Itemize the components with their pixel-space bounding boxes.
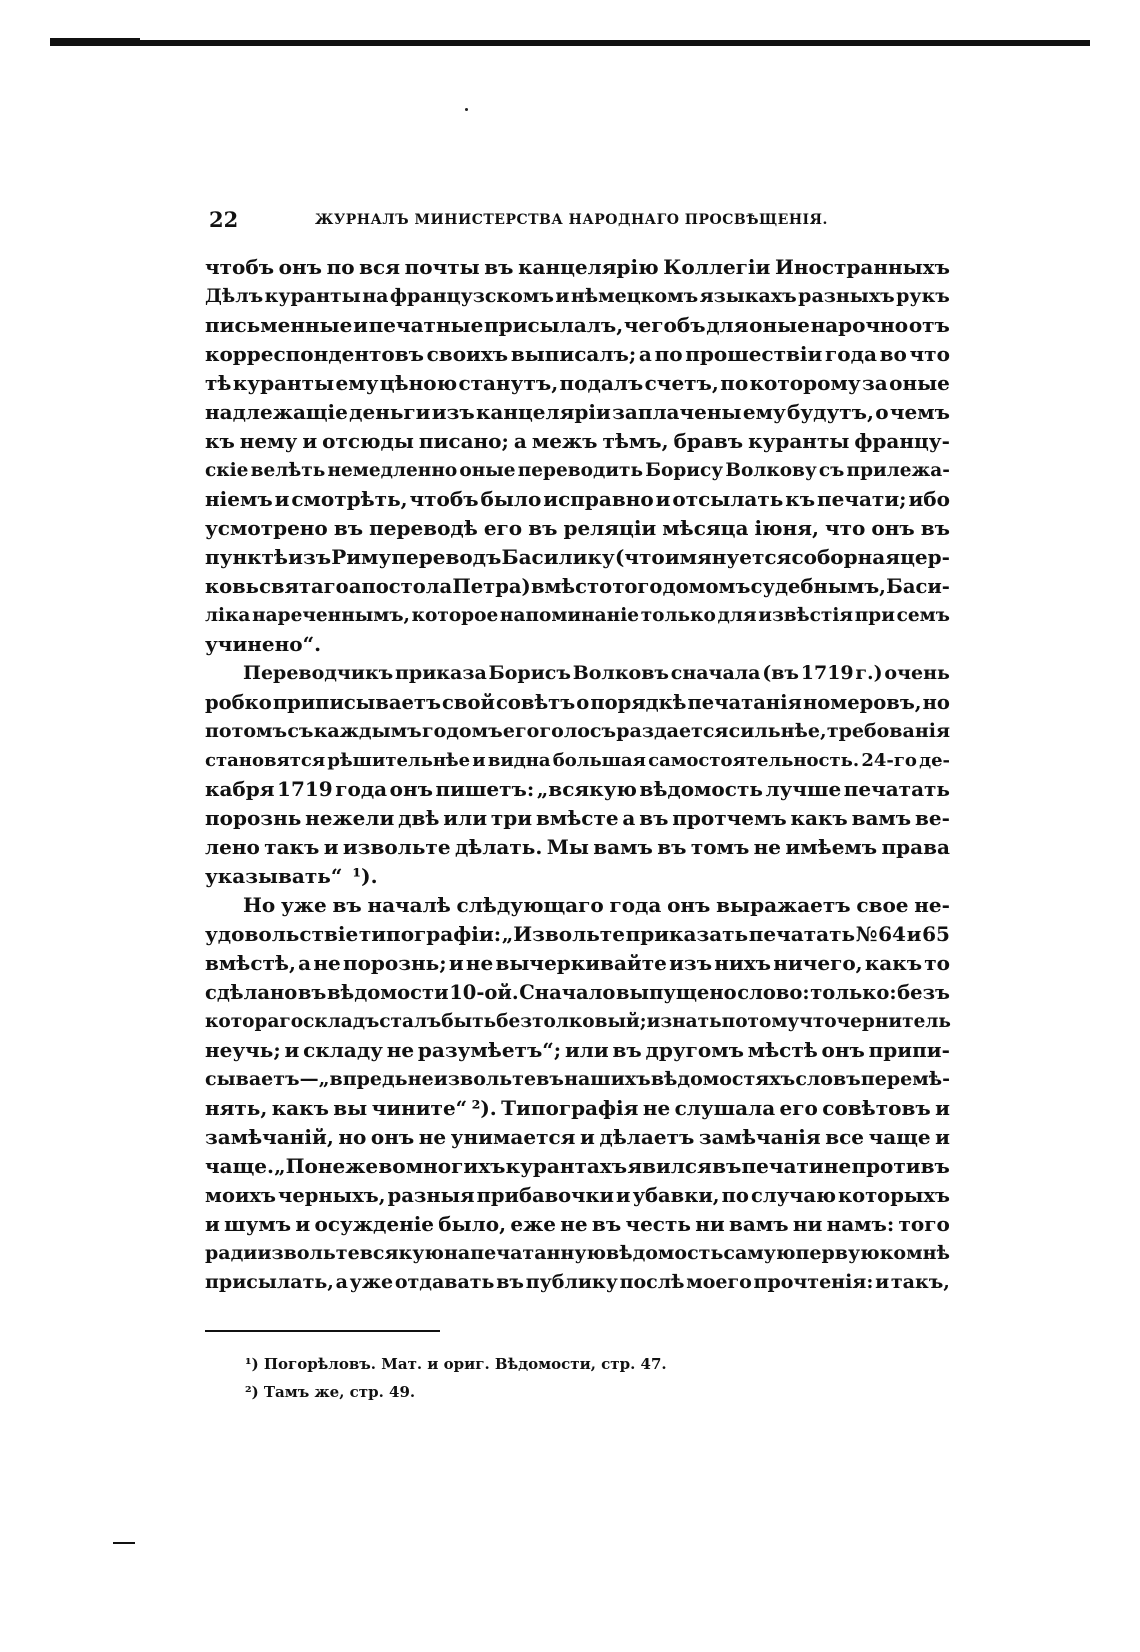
top-page-rule [50,40,1090,46]
text-line: учинено“. [205,632,322,656]
text-line: и шумъ и осужденіе было, еже не въ честь ни вамъ ни намъ: того [205,1212,950,1236]
text-line: ради извольте всякую напечатанную вѣдомость самую первую ко мнѣ [205,1242,950,1264]
text-line: чтобъ онъ по вся почты въ канцелярію Коллегіи Иностранныхъ [205,255,950,279]
text-line: замѣчаній, но онъ не унимается и дѣлаетъ замѣчанія все чаще и [205,1125,950,1149]
text-line: сываетъ—„впредь не извольте въ нашихъ вѣдомостяхъ словъ перемѣ- [205,1068,950,1090]
text-line: тѣ куранты ему цѣною станутъ, подалъ счетъ, по которому за оные [205,371,950,395]
text-line: Переводчикъ приказа Борисъ Волковъ сначала (въ 1719 г.) очень [243,662,950,684]
text-line: становятся рѣшительнѣе и видна большая самостоятельность. 24-го де- [205,750,950,771]
text-line: удовольствіе типографіи: „Извольте приказать печатать № 64 и 65 [205,922,950,946]
text-line: Дѣлъ куранты на французскомъ и нѣмецкомъ языкахъ разныхъ рукъ [205,285,950,307]
footnote-2: ²) Тамъ же, стр. 49. [245,1383,416,1401]
text-line: къ нему и отсюды писано; а межъ тѣмъ, бравъ куранты францу- [205,429,950,453]
text-line: потомъ съ каждымъ годомъ его голосъ раздается сильнѣе, требованія [205,720,950,742]
text-line: ніемъ и смотрѣть, чтобъ было исправно и отсылать къ печати; ибо [205,487,950,511]
scan-speck [465,108,468,111]
text-line: лено такъ и извольте дѣлать. Мы вамъ въ томъ не имѣемъ права [205,835,950,859]
text-line: кабря 1719 года онъ пишетъ: „всякую вѣдомость лучше печатать [205,777,950,801]
text-line: надлежащіе деньги изъ канцеляріи заплачены ему будутъ, о чемъ [205,400,950,424]
text-line: котораго складъ сталъ быть безтолковый; и знать потому что чернитель [205,1011,951,1032]
page-header [205,207,950,233]
text-line: корреспондентовъ своихъ выписалъ; а по прошествіи года во что [205,342,950,366]
running-head: ЖУРНАЛЪ МИНИСТЕРСТВА НАРОДНАГО ПРОСВѢЩЕНІЯ. [315,212,828,228]
text-line: порознь нежели двѣ или три вмѣсте а въ протчемъ какъ вамъ ве- [205,806,950,830]
text-line: усмотрено въ переводѣ его въ реляціи мѣсяца іюня, что онъ въ [205,516,950,540]
text-line: Но уже въ началѣ слѣдующаго года онъ выражаетъ свое не- [243,893,950,917]
text-line: моихъ черныхъ, разныя прибавочки и убавки, по случаю которыхъ [205,1184,950,1207]
footnote-rule [205,1330,440,1332]
footnotes [245,1350,945,1406]
text-line: неучь; и складу не разумѣетъ“; или въ другомъ мѣстѣ онъ припи- [205,1038,950,1062]
text-line: нять, какъ вы чините“ ²). Типографія не слушала его совѣтовъ и [205,1096,950,1120]
text-line: сдѣлано въ вѣдомости 10-ой. Сначало выпущено слово: только: безъ [205,981,950,1004]
text-line: вмѣстѣ, а не порознь; и не вычеркивайте изъ нихъ ничего, какъ то [205,951,950,975]
text-line: ліка нареченнымъ, которое напоминаніе только для извѣстія при семъ [205,605,950,626]
text-line: указывать“ ¹). [205,864,378,888]
text-line: чаще. „Понеже во многихъ курантахъ явился въ печати не противъ [205,1154,950,1178]
text-line: скіе велѣть немедленно оные переводить Борису Волкову съ прилежа- [205,460,950,481]
text-line: пунктѣ изъ Риму переводъ Басилику (что имянуется соборная цер- [205,545,950,569]
text-line: письменные и печатные присылалъ, чегобъ для оные нарочно отъ [205,313,950,337]
text-line: присылать, а уже отдавать въ публику послѣ моего прочтенія: и такъ, [205,1271,950,1293]
text-line: робко приписываетъ свой совѣтъ о порядкѣ печатанія номеровъ, но [205,691,950,714]
body-text [205,253,950,1297]
bottom-margin-mark [113,1542,135,1544]
page-number: 22 [209,207,239,232]
text-line: ковь святаго апостола Петра) вмѣсто того домомъ судебнымъ, Баси- [205,575,950,598]
footnote-1: ¹) Погорѣловъ. Мат. и ориг. Вѣдомости, стр. 47. [245,1355,667,1373]
